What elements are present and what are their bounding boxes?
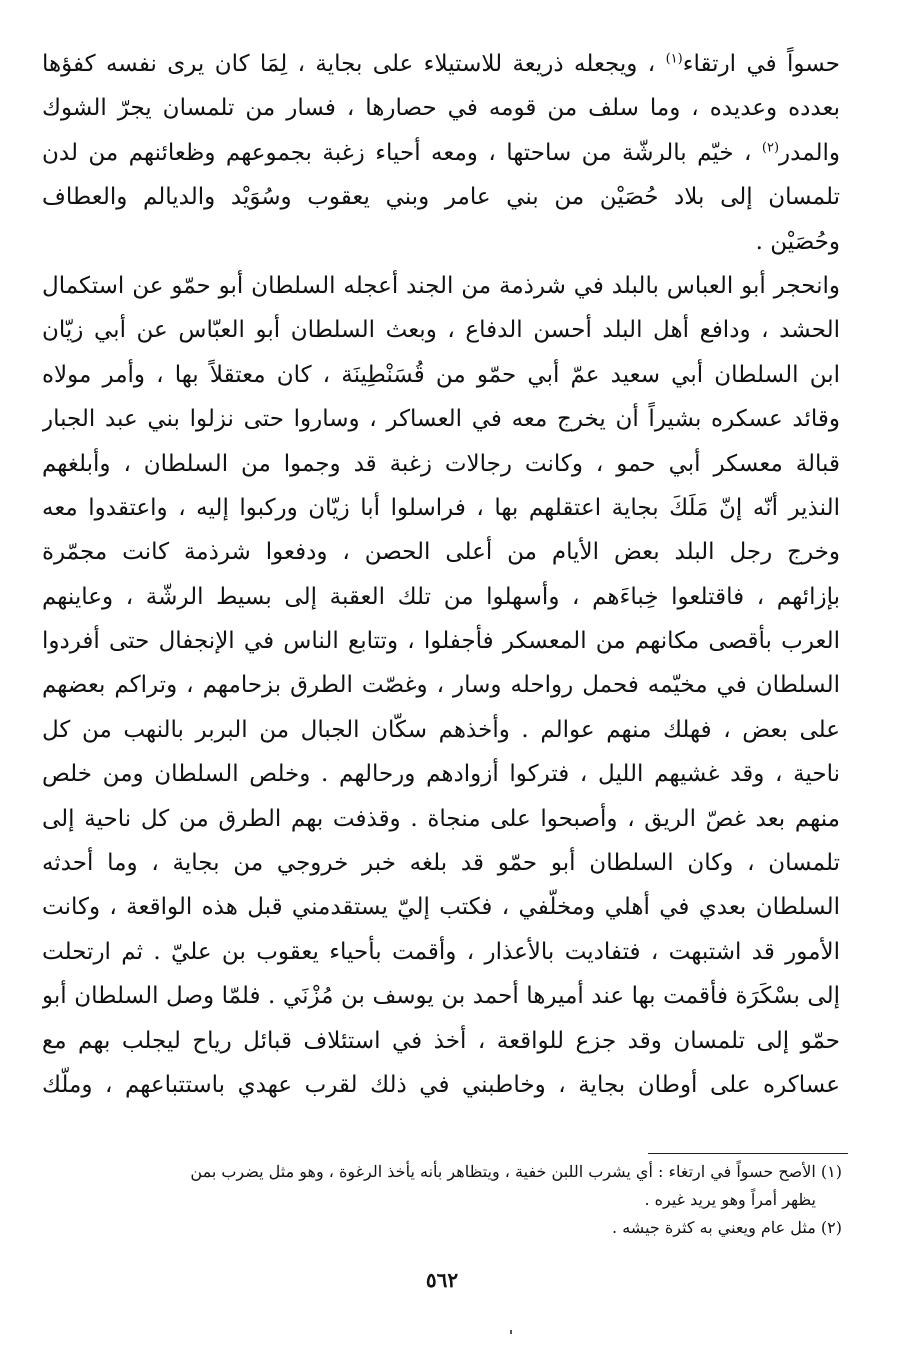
text-line-3-rest: ، خيّم بالرشّة من ساحتها ، ومعه أحياء زغبة بجموعهم وظعائنهم من لدن [42, 139, 762, 166]
text-line-13: بإزائهم ، فاقتلعوا خِباءَهم ، وأسهلوا من تلك العقبة إلى بسيط الرشّة ، وعاينهم [42, 583, 840, 610]
text-line-15: السلطان في مخيّمه فحمل رواحله وسار ، وغصّت الطرق بزحامهم ، وتراكم بعضهم [42, 672, 840, 699]
text-line-19: تلمسان ، وكان السلطان أبو حمّو قد بلغه خبر خروجي من بجاية ، وما أحدثه [42, 850, 840, 877]
text-line-22: إلى بسْكَرَة فأقمت بها عند أميرها أحمد بن يوسف بن مُزْنَي . فلمّا وصل السلطان أبو [42, 983, 840, 1010]
footnote-2-text: مثل عام ويعني به كثرة جيشه . [612, 1218, 816, 1237]
footnote-1-marker: (١) [820, 1162, 842, 1181]
text-line-23: حمّو إلى تلمسان وقد جزع للواقعة ، أخذ في استئلاف قبائل رياح ليجلب بهم مع [42, 1027, 840, 1054]
text-line-1-rest: ، ويجعله ذريعة للاستيلاء على بجاية ، لِمَا كان يرى نفسه كفؤها [42, 51, 666, 77]
page-number: ٥٦٢ [425, 1268, 459, 1292]
text-line-12: وخرج رجل البلد بعض الأيام من أعلى الحصن ، ودفعوا شرذمة كانت مجمّرة [42, 539, 840, 566]
text-line-2: بعدده وعديده ، وما سلف من قومه في حصارها ، فسار من تلمسان يجرّ الشوك [42, 95, 840, 122]
text-line-9: وقائد عسكره بشيراً أن يخرج معه في العساكر ، وساروا حتى نزلوا بني عبد الجبار [42, 406, 840, 433]
text-line-21: الأمور قد اشتبهت ، فتفاديت بالأعذار ، وأقمت بأحياء يعقوب بن عليّ . ثم ارتحلت [42, 938, 840, 965]
main-text [42, 42, 840, 1107]
text-line-16: على بعض ، فهلك منهم عوالم . وأخذهم سكّان الجبال من البربر بالنهب من كل [42, 716, 840, 743]
text-line-24: عساكره على أوطان بجاية ، وخاطبني في ذلك لقرب عهدي باستتباعهم ، وملّك [42, 1071, 840, 1098]
text-line-14: العرب بأقصى مكانهم من المعسكر فأجفلوا ، وتتابع الناس في الإنجفال حتى أفردوا [42, 628, 840, 655]
text-line-6: وانحجر أبو العباس بالبلد في شرذمة من الجند أعجله السلطان أبو حمّو عن استكمال [42, 272, 840, 299]
text-line-5: وحُصَيْن . [755, 228, 840, 255]
text-line-8: ابن السلطان أبي سعيد عمّ أبي حمّو من قُسَنْطِينَة ، كان معتقلاً بها ، وأمر مولاه [42, 361, 840, 388]
text-line-3-start: والمدر [779, 139, 840, 166]
text-line-1 [42, 42, 840, 86]
text-line-20: السلطان بعدي في أهلي ومخلّفي ، فكتب إليّ يستقدمني قبل هذه الواقعة ، وكانت [42, 894, 840, 921]
text-line-7: الحشد ، ودافع أهل البلد أحسن الدفاع ، وبعث السلطان أبو العبّاس عن أبي زيّان [42, 317, 840, 344]
footnote-1-continuation: يظهر أمراً وهو يريد غيره . [644, 1190, 816, 1209]
text-line-18: منهم بعد غصّ الريق ، وأصبحوا على منجاة . وقذفت بهم الطرق من كل ناحية إلى [42, 805, 840, 832]
footnote-1-text: الأصح حسواً في ارتغاء : أي يشرب اللبن خفية ، ويتظاهر بأنه يأخذ الرغوة ، وهو مثل يضرب بمن [190, 1162, 816, 1181]
text-line-11: النذير أنّه إنّ مَلَكَ بجاية اعتقلهم بها ، فراسلوا أبا زيّان وركبوا إليه ، واعتقدوا معه [42, 494, 840, 521]
text-line-10: قبالة معسكر أبي حمو ، وكانت رجالات زغبة قد وجموا من السلطان ، وأبلغهم [42, 450, 840, 477]
footnote-divider [648, 1153, 848, 1154]
footnote-1 [42, 1158, 842, 1186]
text-line-3 [42, 131, 840, 175]
text-line-4: تلمسان إلى بلاد حُصَيْن من بني عامر وبني يعقوب وسُوَيْد والديالم والعطاف [42, 184, 840, 211]
text-line-1-start: حسواً في ارتقاء [682, 51, 840, 77]
text-line-17: ناحية ، وقد غشيهم الليل ، فتركوا أزوادهم ورحالهم . وخلص السلطان ومن خلص [42, 761, 840, 788]
footnotes [42, 1158, 842, 1242]
footnote-2 [42, 1214, 842, 1242]
footnote-ref-2: (٢) [761, 140, 780, 156]
footnote-2-marker: (٢) [820, 1218, 842, 1237]
scan-speck [510, 1330, 512, 1334]
footnote-ref-1: (١) [665, 51, 683, 67]
